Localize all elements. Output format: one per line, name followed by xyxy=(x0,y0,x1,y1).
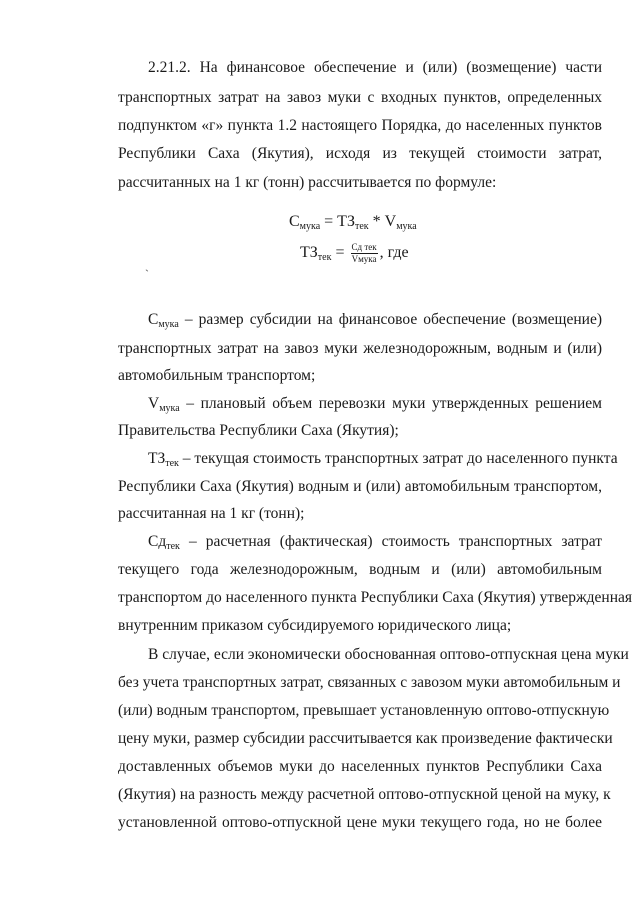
paragraph-line: транспортом до населенного пункта Республики Саха (Якутия) утвержденная xyxy=(118,589,633,606)
paragraph-line: (или) водным транспортом, превышает установленную оптово-отпускную xyxy=(118,702,610,719)
paragraph-line: (Якутия) на разность между расчетной оптово-отпускной ценой на муку, к xyxy=(118,786,611,803)
definition-line: $V_{мука}$ – плановый объем перевозки муки утвержденных решением xyxy=(148,395,602,414)
paragraph-line: цену муки, размер субсидии рассчитывается как произведение фактически xyxy=(118,730,613,747)
paragraph-line: рассчитанная на 1 кг (тонн); xyxy=(118,505,305,522)
paragraph-line: текущего года железнодорожным, водным и (или) автомобильным xyxy=(118,561,602,578)
paragraph-line: доставленных объемов муки до населенных пунктов Республики Саха xyxy=(118,758,602,775)
definition-line: $ТЗ_{тек}$ – текущая стоимость транспортных затрат до населенного пункта xyxy=(148,450,618,469)
paragraph-line: Республики Саха (Якутия), исходя из текущей стоимости затрат, xyxy=(118,145,602,162)
formula-transport-cost: $ТЗ_{тек}$ = $\frac{\text{Сд тек}}{\text{Vмука}}$ , где xyxy=(300,242,409,264)
paragraph-line: В случае, если экономически обоснованная оптово-отпускная цена муки xyxy=(148,646,629,663)
scan-speck: ˏ xyxy=(145,258,149,272)
paragraph-line: транспортных затрат на завоз муки с входных пунктов, определенных xyxy=(118,89,602,106)
paragraph-line: Правительства Республики Саха (Якутия); xyxy=(118,422,399,439)
definition-line: $С_{мука}$ – размер субсидии на финансовое обеспечение (возмещение) xyxy=(148,311,602,330)
formula-fraction: $\frac{\text{Сд тек}}{\text{Vмука}}$ xyxy=(351,242,377,264)
paragraph-line: подпунктом «г» пункта 1.2 настоящего Порядка, до населенных пунктов xyxy=(118,117,602,134)
paragraph-line: установленной оптово-отпускной цене муки текущего года, но не более xyxy=(118,814,602,831)
paragraph-line: транспортных затрат на завоз муки железнодорожным, водным и (или) xyxy=(118,340,602,357)
paragraph-line: автомобильным транспортом; xyxy=(118,367,316,384)
paragraph-line: без учета транспортных затрат, связанных с завозом муки автомобильным и xyxy=(118,674,621,691)
paragraph-line: 2.21.2. На финансовое обеспечение и (или) (возмещение) части xyxy=(148,59,602,76)
paragraph-line: Республики Саха (Якутия) водным и (или) автомобильным транспортом, xyxy=(118,478,602,495)
paragraph-line: рассчитанных на 1 кг (тонн) рассчитывается по формуле: xyxy=(118,174,497,191)
formula-subsidy: $С_{мука} = ТЗ_{тек} * V_{мука}$ xyxy=(289,213,417,232)
paragraph-line: внутренним приказом субсидируемого юридического лица; xyxy=(118,617,512,634)
definition-line: $Сд_{тек}$ – расчетная (фактическая) стоимость транспортных затрат xyxy=(148,533,602,552)
